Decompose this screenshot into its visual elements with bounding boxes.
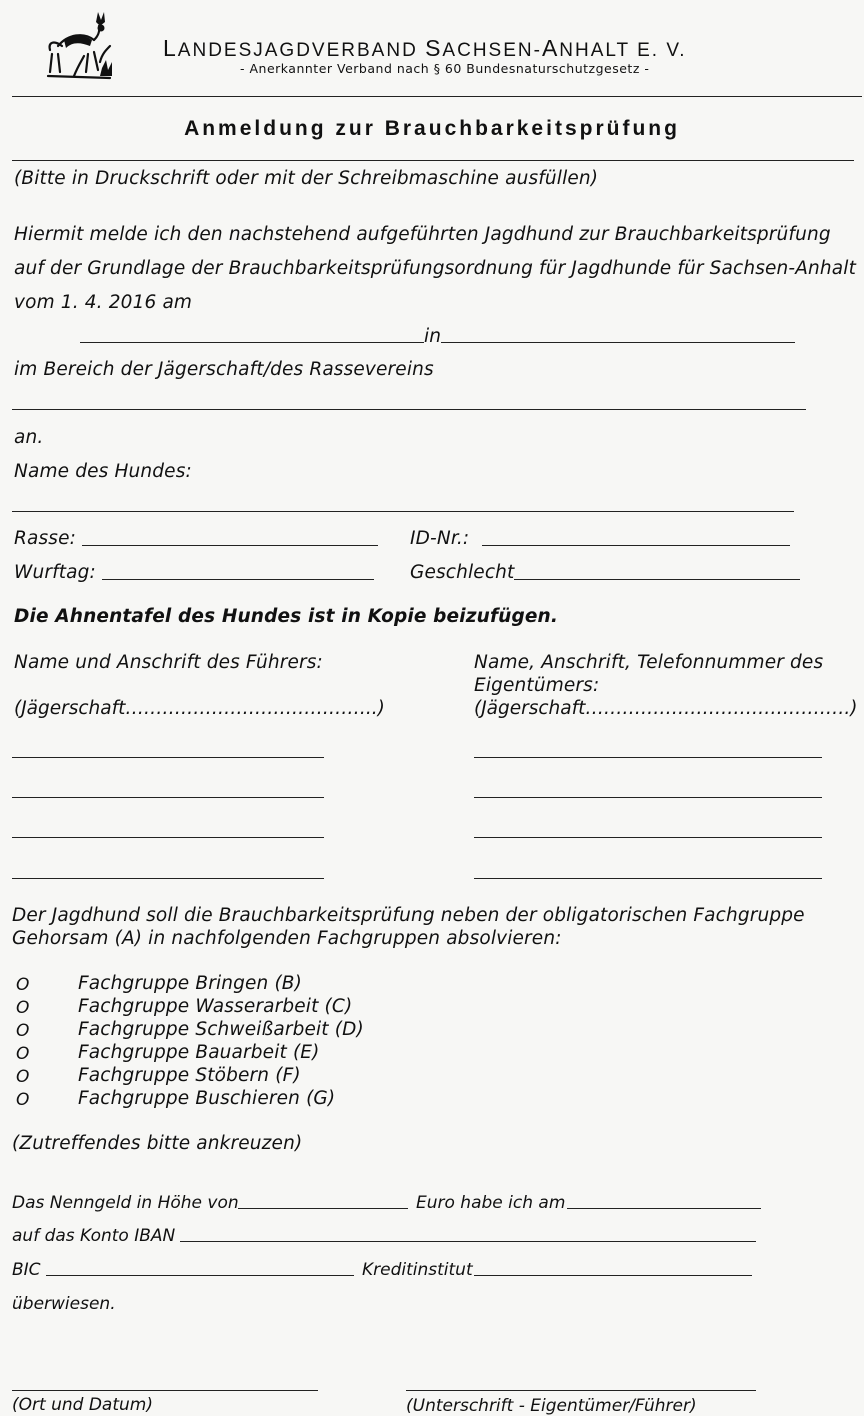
- ankreuzen-note: (Zutreffendes bitte ankreuzen): [12, 1133, 303, 1154]
- id-field[interactable]: [482, 545, 790, 546]
- fuehrer-field-3[interactable]: [12, 837, 324, 838]
- fill-instruction: (Bitte in Druckschrift oder mit der Schreibmaschine ausfüllen): [14, 168, 599, 189]
- org-initial-l: L: [163, 35, 178, 61]
- fuehrer-field-2[interactable]: [12, 797, 324, 798]
- form-title: Anmeldung zur Brauchbarkeitsprüfung: [184, 117, 680, 140]
- eigentuemer-field-4[interactable]: [474, 878, 822, 879]
- an-label: an.: [14, 427, 44, 448]
- jaegerschaft-field[interactable]: [12, 409, 806, 410]
- fachgruppe-g-label: Fachgruppe Buschieren (G): [78, 1088, 336, 1109]
- org-initial-a: A: [541, 35, 560, 61]
- id-label: ID-Nr.:: [410, 528, 470, 549]
- wurftag-field[interactable]: [102, 579, 374, 580]
- in-label: in: [424, 326, 442, 347]
- fuehrer-jaegerschaft: (Jägerschaft…………………………………..): [14, 698, 385, 719]
- iban-label: auf das Konto IBAN: [12, 1226, 176, 1246]
- org-initial-s: S: [425, 35, 443, 61]
- intro-line-1: Hiermit melde ich den nachstehend aufgeführten Jagdhund zur Brauchbarkeitsprüfung: [14, 224, 831, 245]
- ueberwiesen-label: überwiesen.: [12, 1294, 116, 1314]
- nenngeld-label: Das Nenngeld in Höhe von: [12, 1193, 239, 1213]
- payment-date-field[interactable]: [567, 1208, 761, 1209]
- eigentuemer-field-1[interactable]: [474, 757, 822, 758]
- eigentuemer-field-2[interactable]: [474, 797, 822, 798]
- eigentuemer-label-line-2: Eigentümers:: [474, 675, 600, 696]
- bic-label: BIC: [12, 1260, 41, 1280]
- bereich-label: im Bereich der Jägerschaft/des Rassevereins: [14, 359, 434, 380]
- kreditinstitut-field[interactable]: [474, 1275, 752, 1276]
- fuehrer-field-4[interactable]: [12, 878, 324, 879]
- intro-line-2: auf der Grundlage der Brauchbarkeitsprüfungsordnung für Jagdhunde für Sachsen-Anhalt: [14, 258, 856, 279]
- fachgruppe-c-checkbox[interactable]: O: [16, 998, 30, 1018]
- fachgruppe-e-checkbox[interactable]: O: [16, 1044, 30, 1064]
- title-divider: [12, 160, 854, 161]
- ort-datum-label: (Ort und Datum): [12, 1395, 153, 1415]
- fachgruppe-intro-line-2: Gehorsam (A) in nachfolgenden Fachgruppen absolvieren:: [12, 928, 562, 949]
- kreditinstitut-label: Kreditinstitut: [362, 1260, 473, 1280]
- fuehrer-label: Name und Anschrift des Führers:: [14, 652, 323, 673]
- org-text-3: NHALT E. V.: [559, 40, 687, 61]
- signature-field[interactable]: [406, 1390, 756, 1391]
- fachgruppe-e-label: Fachgruppe Bauarbeit (E): [78, 1042, 320, 1063]
- dog-name-field[interactable]: [12, 511, 794, 512]
- ort-datum-field[interactable]: [12, 1390, 318, 1391]
- fuehrer-field-1[interactable]: [12, 757, 324, 758]
- fachgruppe-b-label: Fachgruppe Bringen (B): [78, 973, 303, 994]
- header-divider: [12, 96, 862, 97]
- association-logo: [44, 10, 116, 88]
- rasse-label: Rasse:: [14, 528, 76, 549]
- eigentuemer-jaegerschaft: (Jägerschaft…………………………………….): [474, 698, 858, 719]
- org-text-2: ACHSEN-: [442, 40, 542, 61]
- fachgruppe-f-label: Fachgruppe Stöbern (F): [78, 1065, 301, 1086]
- euro-label: Euro habe ich am: [416, 1193, 566, 1213]
- intro-line-3: vom 1. 4. 2016 am: [14, 292, 193, 313]
- dog-name-label: Name des Hundes:: [14, 461, 192, 482]
- geschlecht-label: Geschlecht: [410, 562, 515, 583]
- fachgruppe-g-checkbox[interactable]: O: [16, 1090, 30, 1110]
- association-name: [163, 35, 687, 62]
- ahnentafel-note: Die Ahnentafel des Hundes ist in Kopie beizufügen.: [14, 606, 559, 627]
- iban-field[interactable]: [180, 1241, 756, 1242]
- fachgruppe-f-checkbox[interactable]: O: [16, 1067, 30, 1087]
- eigentuemer-field-3[interactable]: [474, 837, 822, 838]
- fachgruppe-d-label: Fachgruppe Schweißarbeit (D): [78, 1019, 364, 1040]
- bic-field[interactable]: [46, 1275, 354, 1276]
- org-text-1: ANDESJAGDVERBAND: [177, 40, 426, 61]
- geschlecht-field[interactable]: [514, 579, 800, 580]
- association-subtitle: - Anerkannter Verband nach § 60 Bundesnaturschutzgesetz -: [240, 61, 650, 76]
- exam-location-field[interactable]: [441, 342, 795, 343]
- eigentuemer-label-line-1: Name, Anschrift, Telefonnummer des: [474, 652, 824, 673]
- fachgruppe-d-checkbox[interactable]: O: [16, 1021, 30, 1041]
- wurftag-label: Wurftag:: [14, 562, 96, 583]
- signature-label: (Unterschrift - Eigentümer/Führer): [406, 1396, 697, 1416]
- fachgruppe-c-label: Fachgruppe Wasserarbeit (C): [78, 996, 353, 1017]
- exam-date-field[interactable]: [80, 342, 424, 343]
- fachgruppe-intro-line-1: Der Jagdhund soll die Brauchbarkeitsprüfung neben der obligatorischen Fachgruppe: [12, 905, 805, 926]
- fachgruppe-b-checkbox[interactable]: O: [16, 975, 30, 995]
- nenngeld-amount-field[interactable]: [238, 1208, 408, 1209]
- rasse-field[interactable]: [82, 545, 378, 546]
